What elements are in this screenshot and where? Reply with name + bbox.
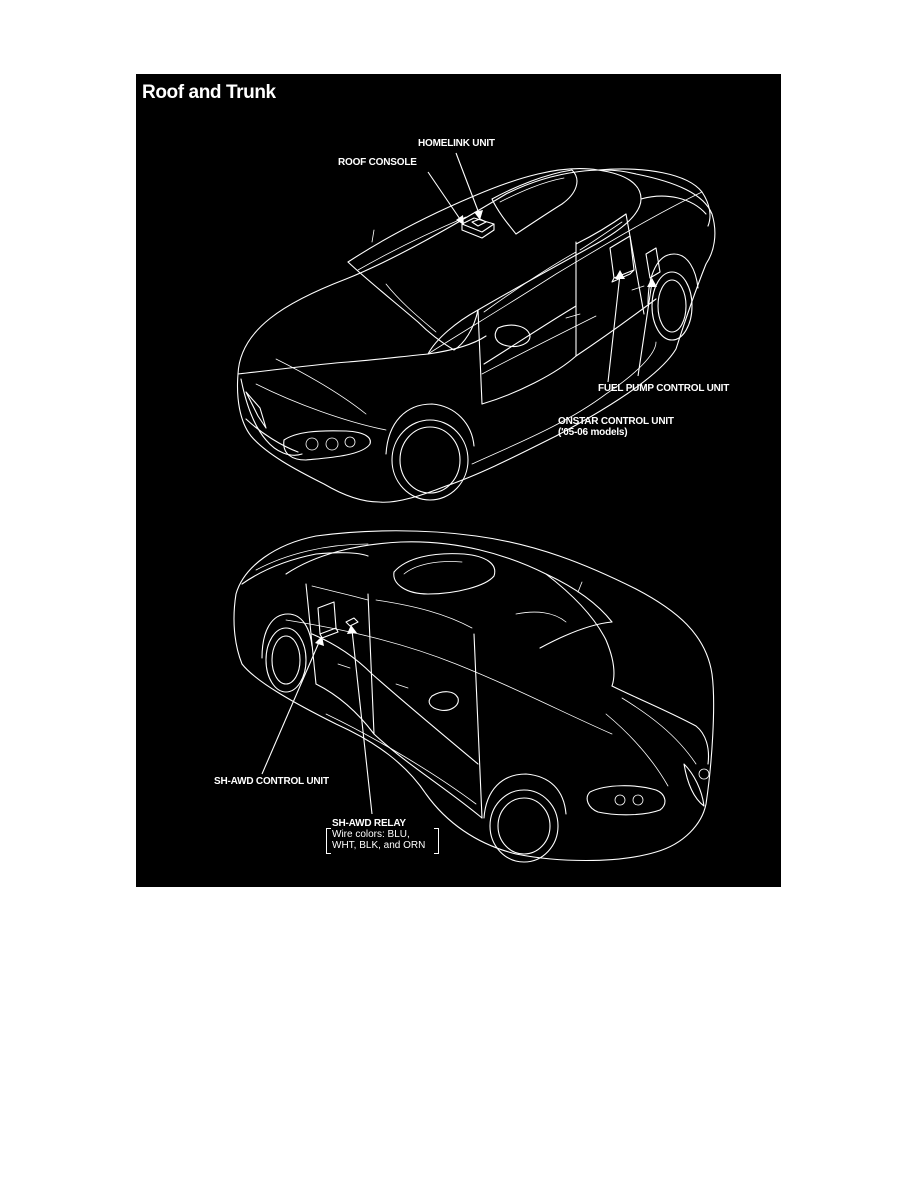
sh-awd-control-unit-label: SH-AWD CONTROL UNIT xyxy=(214,776,329,787)
car-line-drawing xyxy=(136,74,781,887)
diagram-panel xyxy=(136,74,781,887)
top-car-illustration xyxy=(238,169,715,503)
fuel-pump-control-unit-label: FUEL PUMP CONTROL UNIT xyxy=(598,383,730,394)
bottom-car-illustration xyxy=(234,531,714,862)
homelink-unit-label: HOMELINK UNIT xyxy=(418,138,495,149)
roof-console-label: ROOF CONSOLE xyxy=(338,157,417,168)
onstar-models-note: ('05-06 models) xyxy=(558,427,628,438)
wire-colors-line1: Wire colors: BLU, xyxy=(332,829,410,840)
onstar-control-unit-label: ONSTAR CONTROL UNIT xyxy=(558,416,674,427)
wire-colors-line2: WHT, BLK, and ORN xyxy=(332,840,426,851)
wire-colors-right-bracket xyxy=(434,828,439,854)
sh-awd-relay-label: SH-AWD RELAY xyxy=(332,818,406,829)
wire-colors-left-bracket xyxy=(326,828,331,854)
top-car-leader-lines xyxy=(428,153,657,382)
diagram-title: Roof and Trunk xyxy=(142,82,276,103)
